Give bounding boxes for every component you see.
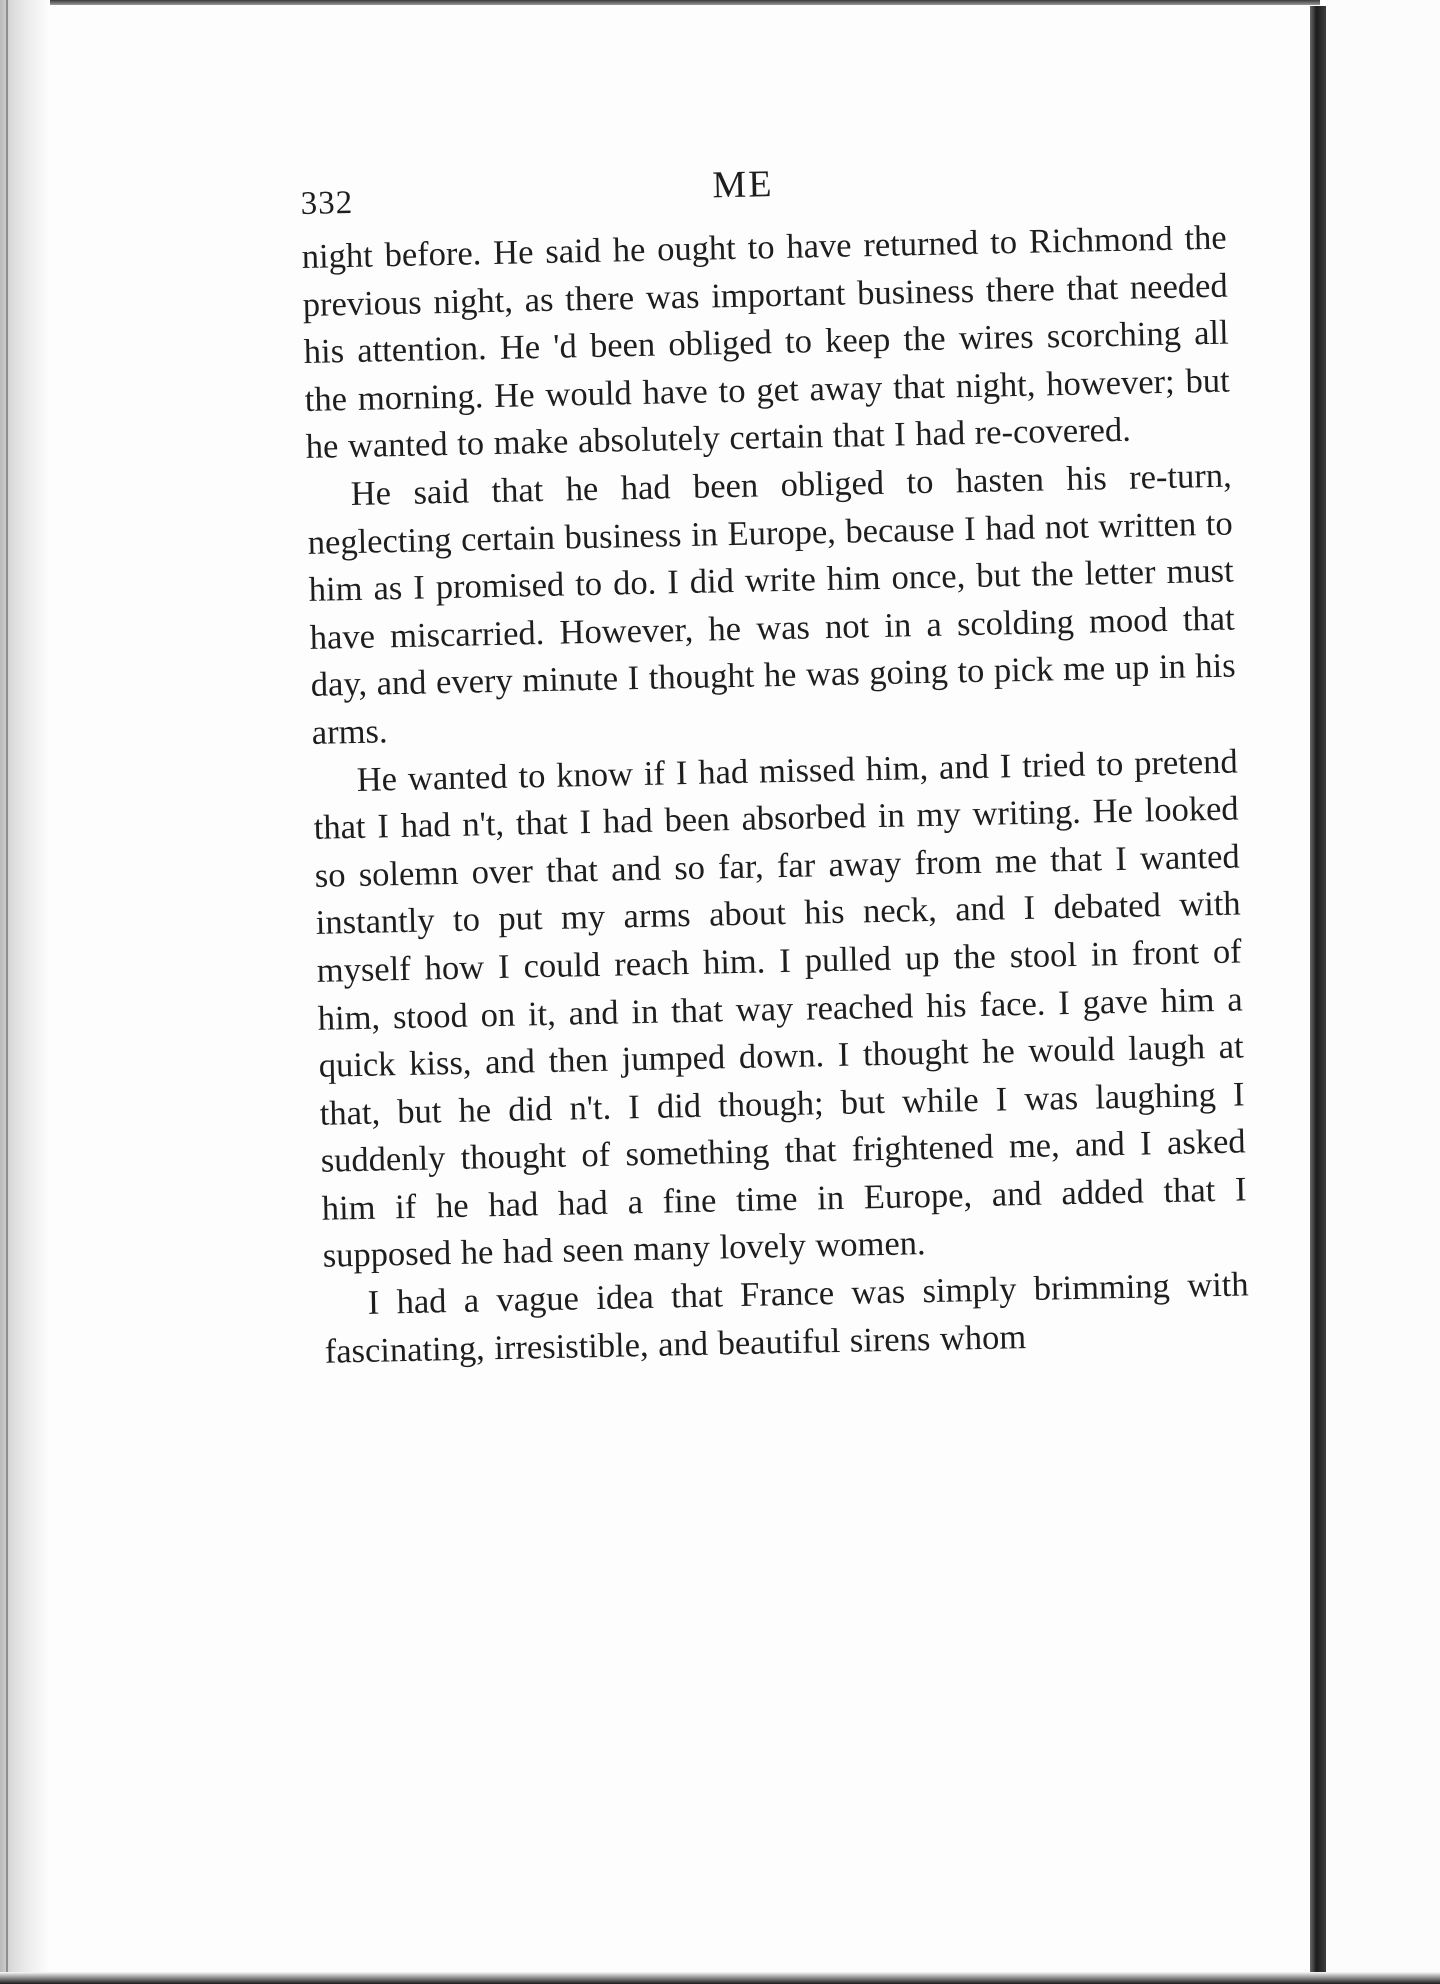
paragraph: He wanted to know if I had missed him, and I tried to pretend that I had n't, that I had been absorbed in my writing. He looked so solemn over that and so far, far away from me that I wanted instantly to put my arms about his neck, and I debated with myself how I could reach him. I pulled up the stool in front of him, stood on it, and in that way reached his face. I gave him a quick kiss, and then jumped down. I thought he would laugh at that, but he did n't. I did though; but while I was laughing I suddenly thought of something that frightened me, and I asked him if he had had a fine time in Europe, and added that I supposed he had seen many lovely women.: [313, 742, 1247, 1276]
right-book-spine: [1310, 6, 1326, 1984]
body-text: [301, 215, 1250, 1376]
paragraph: night before. He said he ought to have returned to Richmond the previous night, as there was important business there that needed his attention. He 'd been obliged to keep the wires scorching all the morning. He would have to get away that night, however; but he wanted to make absolutely certain that I had re-covered.: [301, 218, 1231, 467]
page-number: 332: [300, 184, 354, 222]
bottom-page-edge: [0, 1972, 1440, 1984]
running-title: ME: [711, 163, 774, 207]
left-gutter-line: [6, 0, 8, 1984]
paragraph: He said that he had been obliged to hasten his re-turn, neglecting certain business in Europe, because I had not written to him as I promised to do. I did write him once, but the letter must have miscarried. However, he was not in a scolding mood that day, and every minute I thought he was going to pick me up in his arms.: [307, 456, 1236, 752]
top-page-edge: [0, 0, 1320, 5]
right-margin: [1326, 0, 1440, 1984]
book-page: [300, 151, 1250, 1376]
paragraph: I had a vague idea that France was simply brimming with fascinating, irresistible, and beautiful sirens whom: [324, 1265, 1249, 1371]
